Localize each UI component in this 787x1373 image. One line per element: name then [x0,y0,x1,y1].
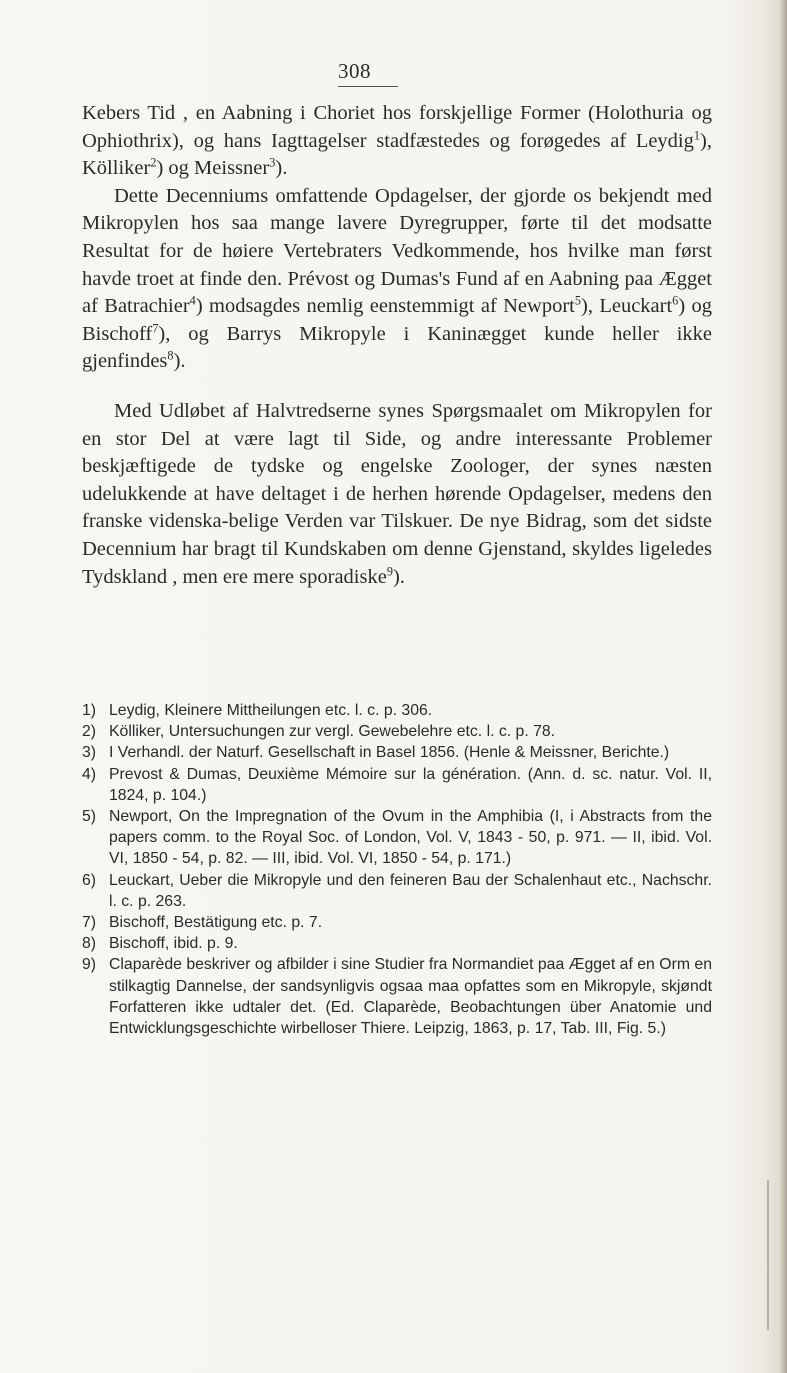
footnote-ref[interactable]: 5 [574,293,582,308]
footnote-number: 1) [82,702,97,719]
footnote-ref[interactable]: 8 [167,348,174,363]
footnote-ref[interactable]: 4 [189,293,196,308]
footnote [82,721,712,742]
footnote [82,954,712,1039]
footnote-number: 6) [82,871,97,889]
footnote [82,764,712,806]
footnote-ref[interactable]: 1 [693,128,701,143]
footnote-text: Bischoff, Bestätigung etc. p. 7. [109,914,323,932]
footnotes-section [82,700,712,1039]
paragraph-3: Med Udløbet af Halvtredserne synes Spørgsmaalet om Mikropylen for en stor Del at være lagt til Side, og andre interessante Problemer beskjæftigede de tydske og engelske Zoologer, der synes næsten udelukkende at have deltaget i de herhen hørende Opdagelser, medens den franske videnska-belige Verden var Tilskuer. De nye Bidrag, som det sidste Decennium har bragt til Kundskaben om denne Gjenstand, skyldes ligeledes Tydskland , men ere mere sporadiske$^9$). [82,399,712,588]
footnote-text: I Verhandl. der Naturf. Gesellschaft in Basel 1856. (Henle & Meissner, Berichte.) [109,744,670,762]
footnote [82,742,712,763]
footnote-text: Prevost & Dumas, Deuxième Mémoire sur la génération. (Ann. d. sc. natur. Vol. II, 1824, p. 104.) [109,765,712,804]
footnote [82,870,712,912]
main-text [82,100,712,591]
footnote-ref[interactable]: 9 [386,564,393,579]
footnote-ref[interactable]: 2 [150,155,157,170]
footnote-number: 8) [82,935,97,953]
footnote-text: Claparède beskriver og afbilder i sine Studier fra Normandiet paa Ægget af en Orm en stilkagtig Dannelse, der sandsynligvis ogsaa maa opfattes som en Mikropyle, skjøndt Forfatteren ikke udtaler det. (Ed. Claparède, Beobachtungen über Anatomie und Entwicklungsgeschichte wirbelloser Thiere. Leipzig, 1863, p. 17, Tab. III, Fig. 5.) [109,956,712,1038]
footnote-text: Kölliker, Untersuchungen zur vergl. Gewebelehre etc. l. c. p. 78. [109,723,556,741]
footnote-number: 2) [82,723,97,741]
footnote [82,806,712,870]
scan-artifact [767,1180,769,1330]
paragraph-1: Kebers Tid , en Aabning i Choriet hos forskjellige Former (Holothuria og Ophiothrix), og hans Iagttagelser stadfæstedes og forøgedes af Leydig$^1$), Kölliker$^2$) og Meissner$^3$). [82,102,712,180]
footnote-text: Bischoff, ibid. p. 9. [109,935,238,953]
page-binding-edge [777,0,787,1373]
footnote [82,700,712,721]
page-number: 308 [338,56,398,87]
paragraph-2: Dette Decenniums omfattende Opdagelser, der gjorde os bekjendt med Mikropylen hos saa mange lavere Dyregrupper, førte til det modsatte Resultat for de høiere Vertebraters Vedkommende, hos hvilke man først havde troet at finde den. Prévost og Dumas's Fund af en Aabning paa Ægget af Batrachier$^4$) modsagdes nemlig eenstemmigt af Newport$^5$), Leuckart$^6$) og Bischoff$^7$), og Barrys Mikropyle i Kaninægget kunde heller ikke gjenfindes$^8$). [82,184,713,373]
footnote-text: Leuckart, Ueber die Mikropyle und den feineren Bau der Schalenhaut etc., Nachschr. l. c. p. 263. [109,871,712,910]
footnote-number: 5) [82,808,97,826]
footnote-ref[interactable]: 6 [672,293,679,308]
footnote-ref[interactable]: 7 [152,321,159,336]
footnote-number: 4) [82,765,97,783]
footnote [82,912,712,933]
footnote-ref[interactable]: 3 [269,155,276,170]
footnote-text: Newport, On the Impregnation of the Ovum in the Amphibia (I, i Abstracts from the papers comm. to the Royal Soc. of London, Vol. V, 1843 - 50, p. 971. — II, ibid. Vol. VI, 1850 - 54, p. 82. — III, ibid. Vol. VI, 1850 - 54, p. 171.) [109,808,712,868]
footnote [82,933,712,954]
footnote-text: Leydig, Kleinere Mittheilungen etc. l. c. p. 306. [109,702,433,719]
footnote-number: 7) [82,914,97,932]
footnote-number: 3) [82,744,97,762]
footnote-number: 9) [82,956,97,974]
